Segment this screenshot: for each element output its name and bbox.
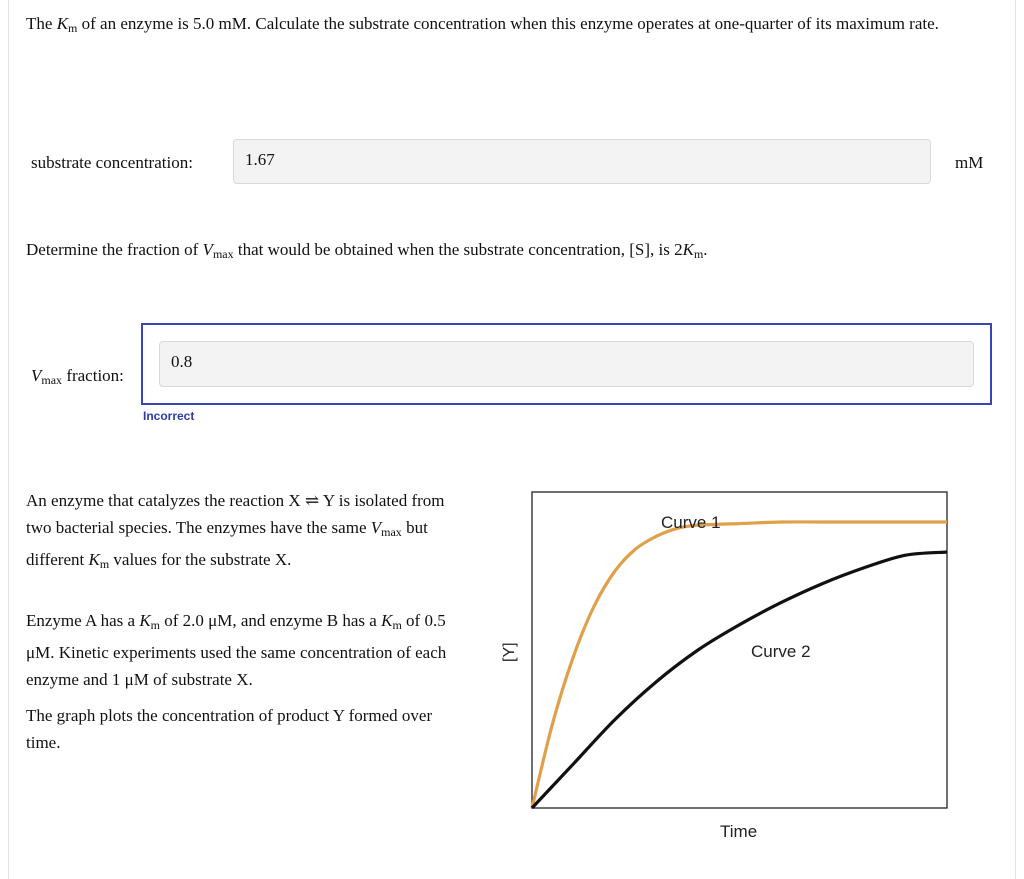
question-2: Determine the fraction of $V_{max}$ that would be obtained when the substrate concentration, [S], is $2K_m$. xyxy=(26,240,708,261)
description-paragraph-3: The graph plots the concentration of product Y formed over time. xyxy=(26,706,433,752)
product-formation-chart xyxy=(495,480,965,850)
vmax-fraction-label: $V_{max}$ fraction: xyxy=(31,366,124,387)
plot-frame xyxy=(532,492,947,808)
incorrect-feedback: Incorrect xyxy=(143,409,195,423)
substrate-concentration-input[interactable]: 1.67 xyxy=(233,139,931,184)
x-axis-label: Time xyxy=(720,822,758,841)
y-axis-label: [Y] xyxy=(501,642,518,662)
vmax-fraction-input[interactable]: 0.8 xyxy=(159,341,974,387)
question-1: The $K_m$ of an enzyme is 5.0 mM. Calculate the substrate concentration when this enzyme operates at one-quarter of its maximum rate. xyxy=(26,14,939,35)
substrate-concentration-label: substrate concentration: xyxy=(31,153,193,172)
curve-1-label: Curve 1 xyxy=(661,513,721,532)
unit-label: mM xyxy=(955,153,984,172)
description-paragraph-2: Enzyme A has a $K_m$ of 2.0 μM, and enzyme B has a $K_m$ of 0.5 μM. Kinetic experiments used the same concentration of each enzyme and 1 μM of substrate X. xyxy=(26,611,447,689)
curve-2-label: Curve 2 xyxy=(751,642,811,661)
description-paragraph-1: An enzyme that catalyzes the reaction X ⇌ Y is isolated from two bacterial species. The enzymes have the same $V_{max}$ but different $K_m$ values for the substrate X. xyxy=(26,491,445,571)
